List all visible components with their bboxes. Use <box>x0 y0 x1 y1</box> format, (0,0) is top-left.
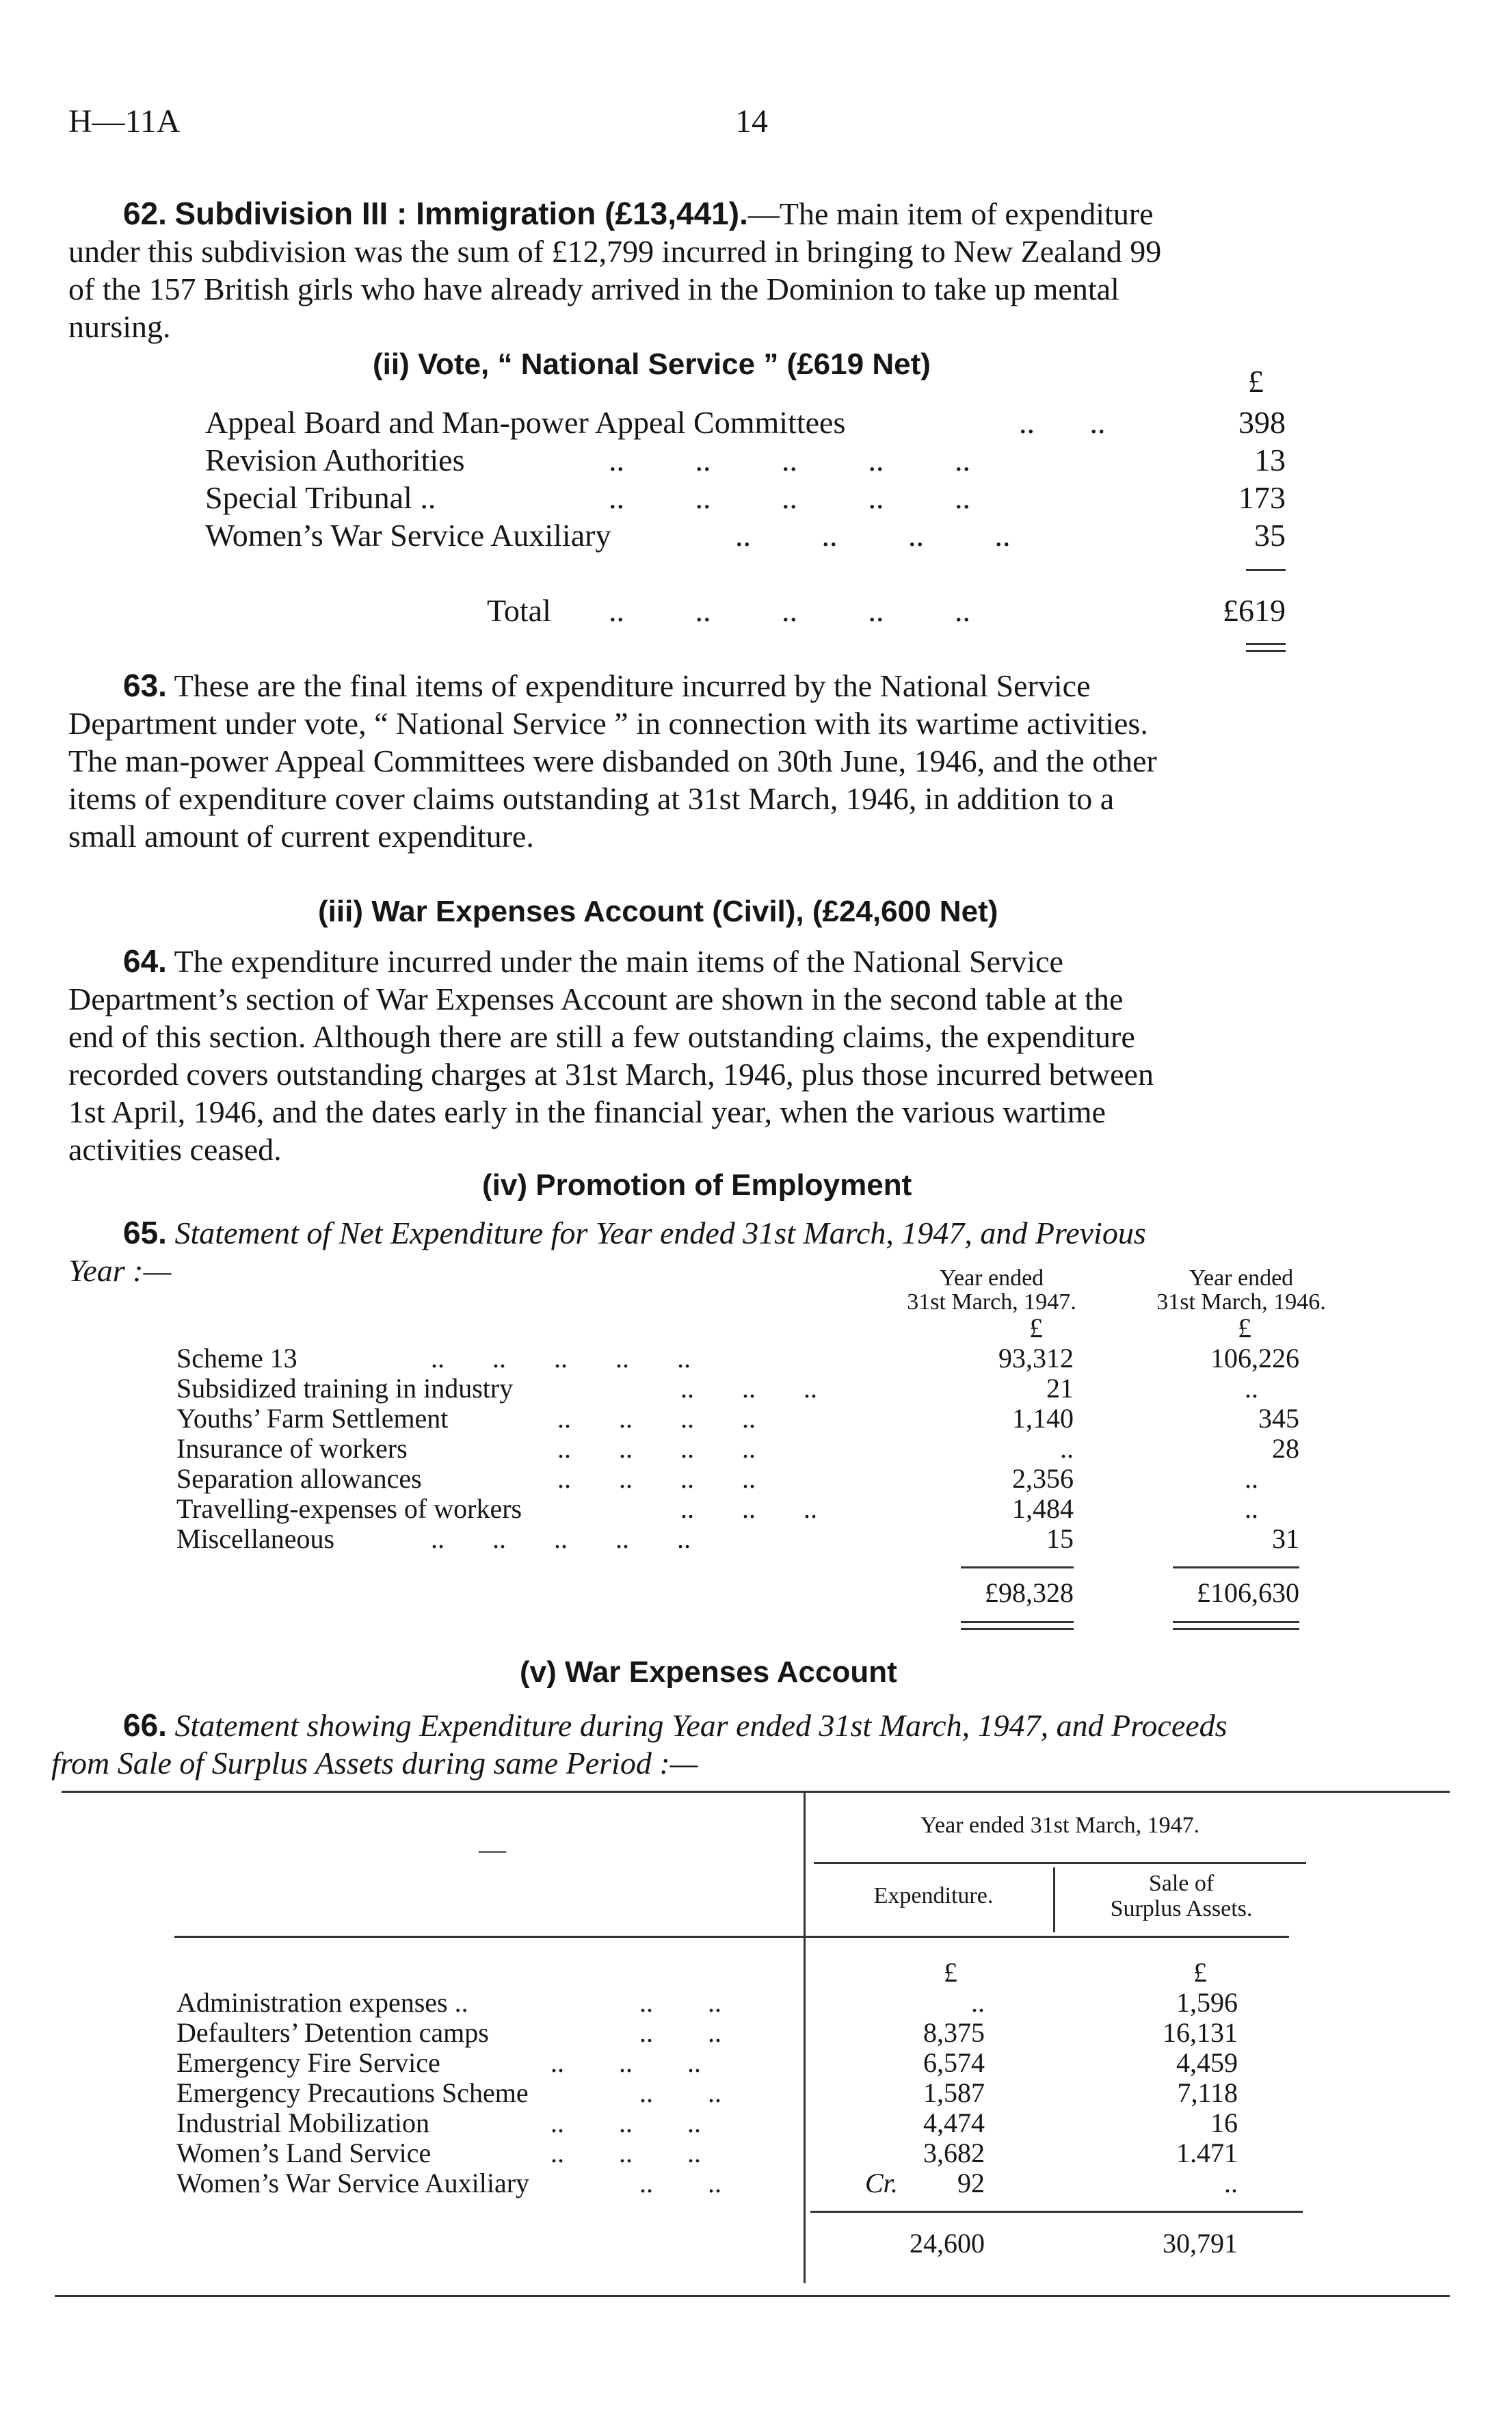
paragraph-65-statement: Statement of Net Expenditure for Year ended 31st March, 1947, and Previous <box>174 1215 1146 1250</box>
promotion-value-1946: .. <box>1245 1373 1258 1404</box>
promotion-row-label: Youths’ Farm Settlement <box>176 1403 449 1434</box>
total-double-rule-top <box>1173 1621 1299 1623</box>
war-exp-expenditure: .. <box>971 1987 985 2018</box>
paragraph-63-line: items of expenditure cover claims outstanding at 31st March, 1946, in addition to a <box>68 781 1115 816</box>
promotion-row-label: Travelling-expenses of workers <box>176 1493 522 1524</box>
group-header-rule <box>814 1862 1306 1864</box>
war-expenses-civil-heading: (iii) War Expenses Account (Civil), (£24,600 Net) <box>318 895 998 928</box>
dot-leader: .. .. .. .. .. <box>609 443 970 477</box>
paragraph-64-line: Department’s section of War Expenses Account are shown in the second table at the <box>68 982 1124 1016</box>
paragraph-64-line: 1st April, 1946, and the dates early in the financial year, when the various wartime <box>68 1094 1106 1129</box>
subtotal-rule <box>961 1566 1074 1568</box>
promotion-row-label: Scheme 13 <box>176 1343 297 1374</box>
dot-leader: .. .. <box>639 2168 721 2198</box>
paragraph-62-line: nursing. <box>68 309 171 344</box>
war-exp-row-label: Emergency Fire Service <box>176 2047 440 2078</box>
paragraph-64-line: end of this section. Although there are still a few outstanding claims, the expenditure <box>68 1019 1135 1054</box>
dot-leader: .. .. <box>639 1987 721 2018</box>
dot-leader: .. .. <box>639 2017 721 2048</box>
paragraph-63-line: Department under vote, “ National Service ” in connection with its wartime activities. <box>68 706 1148 741</box>
war-exp-row-label: Emergency Precautions Scheme <box>176 2077 529 2108</box>
col-expenditure-header: Expenditure. <box>873 1883 994 1908</box>
column-divider <box>1053 1867 1055 1932</box>
vote-row-value: 398 <box>1238 405 1286 440</box>
vote-total-value: £619 <box>1223 593 1286 628</box>
war-exp-row-label: Industrial Mobilization <box>176 2107 429 2138</box>
col-1947-header-line: Year ended <box>939 1265 1044 1291</box>
war-exp-expenditure: 8,375 <box>923 2017 985 2048</box>
promotion-row-label: Separation allowances <box>176 1463 422 1494</box>
war-exp-expenditure: 1,587 <box>923 2077 985 2108</box>
promotion-value-1947: 93,312 <box>998 1343 1074 1374</box>
paragraph-63-line: small amount of current expenditure. <box>68 819 534 854</box>
promotion-value-1947: 2,356 <box>1012 1463 1074 1494</box>
col-sale-currency: £ <box>1193 1957 1207 1988</box>
col-sale-header-line: Surplus Assets. <box>1110 1896 1253 1921</box>
promotion-value-1946: 345 <box>1258 1403 1299 1434</box>
paragraph-62-text: —The main item of expenditure <box>747 196 1154 231</box>
promotion-value-1946: .. <box>1245 1463 1258 1494</box>
dot-leader: .. .. .. <box>551 2107 701 2138</box>
dot-leader: .. .. .. <box>680 1493 817 1524</box>
total-rule <box>810 2211 1303 2213</box>
vote-currency-symbol: £ <box>1248 364 1264 399</box>
dot-leader: .. .. .. .. <box>557 1403 756 1434</box>
war-exp-row-label: Administration expenses .. <box>176 1987 468 2018</box>
paragraph-63-first-line <box>123 667 1091 705</box>
promotion-value-1946: 28 <box>1272 1433 1299 1464</box>
dot-leader: .. .. .. <box>680 1373 817 1404</box>
dot-leader: .. .. .. .. .. <box>609 593 970 628</box>
vote-total-label: Total <box>487 593 551 628</box>
vote-row-label: Appeal Board and Man-power Appeal Committees <box>205 405 846 440</box>
paragraph-62-heading: Subdivision III : Immigration (£13,441). <box>174 196 748 231</box>
war-exp-expenditure: 92 <box>957 2168 985 2198</box>
paragraph-62-number: 62. <box>123 196 167 231</box>
subtotal-rule <box>1173 1566 1299 1568</box>
col-1947-currency: £ <box>1029 1313 1043 1343</box>
promotion-value-1946: .. <box>1245 1493 1258 1524</box>
promotion-value-1947: 1,140 <box>1012 1403 1074 1434</box>
promotion-value-1947: 21 <box>1046 1373 1074 1404</box>
promotion-value-1947: .. <box>1060 1433 1074 1464</box>
table-stub-divider <box>804 1791 806 2283</box>
dot-leader: .. .. .. <box>551 2047 701 2078</box>
document-code: H—11A <box>68 103 181 140</box>
paragraph-65-first-line <box>123 1214 1146 1252</box>
dot-leader: .. .. .. <box>551 2138 701 2168</box>
subtotal-rule <box>1246 569 1286 571</box>
col-expenditure-currency: £ <box>944 1957 957 1988</box>
promotion-row-label: Insurance of workers <box>176 1433 408 1464</box>
war-exp-sale: 1.471 <box>1176 2138 1238 2168</box>
page-number: 14 <box>735 103 768 140</box>
paragraph-66-first-line <box>123 1707 1228 1744</box>
war-exp-expenditure: 3,682 <box>923 2138 985 2168</box>
paragraph-65-number: 65. <box>123 1215 167 1250</box>
stub-header: — <box>479 1834 506 1865</box>
dot-leader: .. .. .. .. <box>557 1463 756 1494</box>
col-sale-header-line: Sale of <box>1148 1871 1215 1896</box>
total-double-rule-bottom <box>1246 650 1286 652</box>
vote-row-value: 173 <box>1238 480 1286 515</box>
col-1946-header-line: Year ended <box>1189 1265 1294 1291</box>
paragraph-63-line: The man-power Appeal Committees were disbanded on 30th June, 1946, and the other <box>68 744 1157 778</box>
total-double-rule-top <box>961 1621 1074 1623</box>
war-exp-row-label: Women’s War Service Auxiliary <box>176 2168 530 2198</box>
vote-national-service-heading: (ii) Vote, “ National Service ” (£619 Net) <box>373 347 931 381</box>
war-exp-sale: 1,596 <box>1176 1987 1238 2018</box>
war-exp-sale: 16,131 <box>1163 2017 1238 2048</box>
promotion-employment-heading: (iv) Promotion of Employment <box>482 1168 912 1202</box>
paragraph-65-statement-line: Year :— <box>68 1253 172 1288</box>
paragraph-63-number: 63. <box>123 668 167 703</box>
war-exp-expenditure: 6,574 <box>923 2047 985 2078</box>
war-exp-row-label: Defaulters’ Detention camps <box>176 2017 489 2048</box>
dot-leader: .. .. .. .. .. <box>431 1523 691 1554</box>
total-double-rule-bottom <box>961 1628 1074 1630</box>
vote-row-label: Women’s War Service Auxiliary <box>205 518 611 553</box>
col-1947-header-line: 31st March, 1947. <box>907 1289 1076 1315</box>
war-exp-sale: 4,459 <box>1176 2047 1238 2078</box>
war-exp-row-label: Women’s Land Service <box>176 2138 432 2168</box>
vote-row-label: Special Tribunal .. <box>205 480 436 515</box>
paragraph-64-line: activities ceased. <box>68 1132 282 1167</box>
dot-leader: .. .. <box>639 2077 721 2108</box>
promotion-row-label: Miscellaneous <box>176 1523 335 1554</box>
promotion-value-1947: 15 <box>1046 1523 1074 1554</box>
paragraph-62-line: of the 157 British girls who have already arrived in the Dominion to take up mental <box>68 272 1119 306</box>
war-exp-sale: .. <box>1224 2168 1238 2198</box>
war-exp-total-expenditure: 24,600 <box>910 2228 985 2259</box>
promotion-row-label: Subsidized training in industry <box>176 1373 514 1404</box>
dot-leader: .. .. .. .. .. <box>609 480 970 515</box>
paragraph-66-statement-line: from Sale of Surplus Assets during same Period :— <box>51 1746 698 1780</box>
dot-leader: .. .. <box>1019 405 1106 440</box>
group-header: Year ended 31st March, 1947. <box>920 1813 1200 1838</box>
vote-row-value: 35 <box>1254 518 1286 553</box>
paragraph-62-first-line <box>123 195 1154 233</box>
paragraph-63-text: These are the final items of expenditure incurred by the National Service <box>174 668 1091 703</box>
vote-row-label: Revision Authorities <box>205 443 465 477</box>
paragraph-66-number: 66. <box>123 1707 167 1743</box>
promotion-value-1947: 1,484 <box>1012 1493 1074 1524</box>
war-exp-expenditure: 4,474 <box>923 2107 985 2138</box>
paragraph-64-first-line <box>123 943 1063 980</box>
promotion-total-1947: £98,328 <box>985 1577 1074 1608</box>
header-bottom-rule <box>174 1936 1289 1938</box>
vote-row-value: 13 <box>1254 443 1286 477</box>
total-double-rule-bottom <box>1173 1628 1299 1630</box>
paragraph-62-line: under this subdivision was the sum of £12,799 incurred in bringing to New Zealand 99 <box>68 234 1162 269</box>
promotion-total-1946: £106,630 <box>1197 1577 1299 1608</box>
table-top-rule <box>62 1791 1450 1793</box>
paragraph-64-number: 64. <box>123 943 167 979</box>
table-bottom-rule <box>55 2295 1450 2297</box>
credit-prefix: Cr. <box>865 2168 898 2198</box>
dot-leader: .. .. .. .. <box>557 1433 756 1464</box>
war-exp-total-sale: 30,791 <box>1163 2228 1238 2259</box>
total-double-rule-top <box>1246 643 1286 645</box>
war-exp-sale: 7,118 <box>1177 2077 1238 2108</box>
paragraph-66-statement: Statement showing Expenditure during Year ended 31st March, 1947, and Proceeds <box>174 1708 1228 1743</box>
dot-leader: .. .. .. .. <box>735 518 1011 553</box>
col-1946-header-line: 31st March, 1946. <box>1156 1289 1326 1315</box>
paragraph-64-line: recorded covers outstanding charges at 31st March, 1946, plus those incurred between <box>68 1057 1154 1092</box>
promotion-value-1946: 31 <box>1272 1523 1299 1554</box>
war-expenses-heading: (v) War Expenses Account <box>520 1655 897 1689</box>
paragraph-64-text: The expenditure incurred under the main items of the National Service <box>174 944 1063 979</box>
promotion-value-1946: 106,226 <box>1210 1343 1299 1374</box>
dot-leader: .. .. .. .. .. <box>431 1343 691 1374</box>
war-exp-sale: 16 <box>1210 2107 1238 2138</box>
col-1946-currency: £ <box>1238 1313 1251 1343</box>
